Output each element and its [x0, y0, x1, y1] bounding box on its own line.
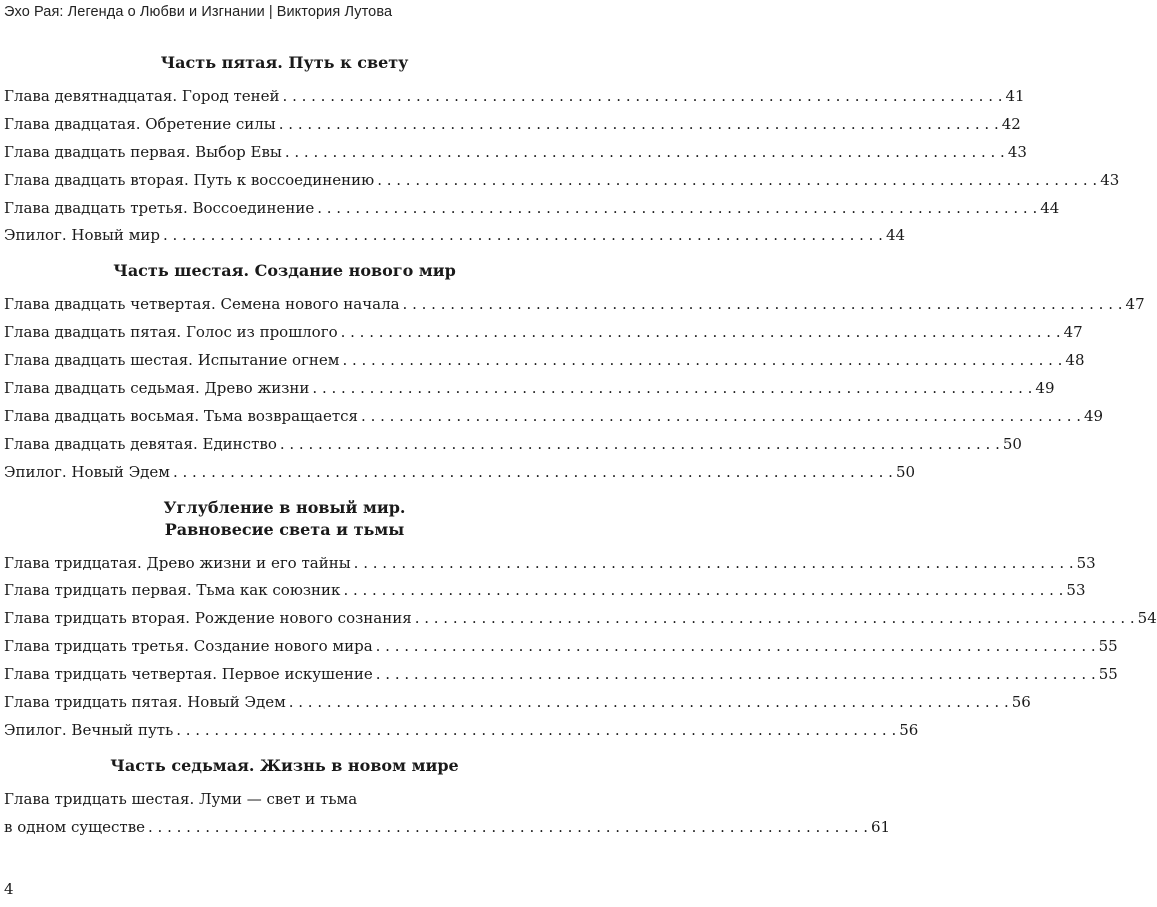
toc-entry[interactable]: [4, 111, 1021, 139]
toc-section: [4, 260, 1145, 486]
dot-leader: [279, 111, 999, 139]
entry-page: 43: [1007, 142, 1027, 161]
toc-section: [4, 497, 1157, 745]
dot-leader: [280, 431, 1000, 459]
entry-page: 50: [1002, 434, 1022, 453]
running-head: [4, 4, 392, 20]
toc-entry[interactable]: [4, 139, 1027, 167]
entry-title-line: в одном существе: [4, 817, 146, 836]
entry-page: 56: [1011, 693, 1031, 712]
dot-leader: [376, 633, 1096, 661]
entry-title: Глава двадцать третья. Воссоединение: [4, 198, 315, 217]
entry-page: 43: [1100, 170, 1120, 189]
toc-entry[interactable]: [4, 577, 1086, 605]
dot-leader: [361, 403, 1081, 431]
entry-title: Глава двадцать седьмая. Древо жизни: [4, 379, 310, 398]
section-title-line: Углубление в новый мир.: [163, 497, 406, 517]
toc-entry[interactable]: [4, 319, 1083, 347]
entry-page: 42: [1001, 114, 1021, 133]
section-title-line: Равновесие света и тьмы: [164, 519, 405, 539]
entry-page: 54: [1137, 609, 1157, 628]
toc-section: [4, 52, 1120, 250]
header-separator: |: [268, 4, 273, 20]
entry-title: Глава двадцать четвертая. Семена нового начала: [4, 295, 400, 314]
dot-leader: [283, 83, 1003, 111]
entry-page: 53: [1066, 581, 1086, 600]
entry-title: Эпилог. Вечный путь: [4, 720, 174, 739]
dot-leader: [403, 291, 1123, 319]
section-title: [4, 497, 565, 541]
toc-entry[interactable]: [4, 661, 1118, 689]
entry-last-line: [4, 814, 891, 842]
entry-page: 50: [895, 462, 916, 481]
entry-title: Глава двадцать пятая. Голос из прошлого: [4, 323, 338, 342]
dot-leader: [176, 717, 896, 745]
entry-title: Глава тридцать третья. Создание нового мира: [4, 637, 373, 656]
entry-page: 53: [1076, 553, 1096, 572]
entry-title: Глава двадцать девятая. Единство: [4, 434, 277, 453]
entry-page: 49: [1084, 406, 1104, 425]
entry-page: 55: [1098, 637, 1118, 656]
toc-entry[interactable]: [4, 195, 1060, 223]
dot-leader: [163, 222, 883, 250]
entry-title: Глава тридцать первая. Тьма как союзник: [4, 581, 341, 600]
toc-section: [4, 755, 891, 842]
entry-title: Эпилог. Новый мир: [4, 226, 160, 245]
dot-leader: [376, 661, 1096, 689]
dot-leader: [354, 550, 1074, 578]
section-title-line: Часть седьмая. Жизнь в новом мире: [110, 755, 459, 775]
entry-page: 61: [871, 817, 891, 836]
toc-entry[interactable]: [4, 786, 891, 842]
toc-entry[interactable]: [4, 222, 906, 250]
entry-title: Глава девятнадцатая. Город теней: [4, 87, 280, 105]
toc-entry[interactable]: [4, 291, 1145, 319]
dot-leader: [343, 577, 1063, 605]
toc-entry[interactable]: [4, 347, 1085, 375]
dot-leader: [173, 459, 893, 487]
dot-leader: [342, 347, 1062, 375]
dot-leader: [148, 814, 868, 842]
toc-entry[interactable]: [4, 83, 1025, 111]
entry-page: 44: [1040, 198, 1060, 217]
entry-title: Глава тридцать четвертая. Первое искушение: [4, 665, 373, 684]
entry-title: Эпилог. Новый Эдем: [4, 462, 170, 481]
book-title: Эхо Рая: Легенда о Любви и Изгнании: [4, 4, 265, 20]
toc-entry[interactable]: [4, 550, 1096, 578]
author-name: Виктория Лутова: [276, 4, 393, 20]
entry-title: Глава двадцать вторая. Путь к воссоединению: [4, 170, 375, 189]
toc-entry[interactable]: [4, 167, 1120, 195]
toc-entry[interactable]: [4, 633, 1118, 661]
section-title: [4, 52, 565, 74]
entry-title: Глава тридцатая. Древо жизни и его тайны: [4, 553, 351, 572]
section-title: [4, 755, 565, 777]
section-title: [4, 260, 565, 282]
dot-leader: [312, 375, 1032, 403]
section-title-line: Часть пятая. Путь к свету: [160, 53, 409, 72]
entry-title-line: Глава тридцать шестая. Луми — свет и тьма: [4, 789, 358, 808]
entry-page: 56: [899, 720, 919, 739]
entry-title: Глава двадцать первая. Выбор Евы: [4, 142, 282, 161]
dot-leader: [377, 167, 1097, 195]
toc-entry[interactable]: [4, 689, 1031, 717]
page-number: 4: [4, 880, 14, 898]
dot-leader: [341, 319, 1061, 347]
entry-page: 55: [1098, 665, 1118, 684]
dot-leader: [415, 605, 1135, 633]
entry-title: Глава двадцать шестая. Испытание огнем: [4, 351, 340, 370]
dot-leader: [285, 139, 1005, 167]
dot-leader: [317, 195, 1037, 223]
entry-title: Глава тридцать пятая. Новый Эдем: [4, 693, 286, 712]
entry-title: Глава двадцать восьмая. Тьма возвращается: [4, 406, 359, 425]
entry-page: 47: [1125, 295, 1145, 314]
toc-entry[interactable]: [4, 717, 919, 745]
entry-page: 41: [1005, 87, 1025, 105]
toc-entry[interactable]: [4, 375, 1055, 403]
dot-leader: [289, 689, 1009, 717]
entry-title: Глава двадцатая. Обретение силы: [4, 114, 276, 133]
table-of-contents: [4, 50, 1157, 852]
entry-title: Глава тридцать вторая. Рождение нового сознания: [4, 609, 412, 628]
section-title-line: Часть шестая. Создание нового мир: [113, 261, 456, 281]
toc-entry[interactable]: [4, 459, 916, 487]
entry-page: 48: [1065, 351, 1085, 370]
toc-entry[interactable]: [4, 431, 1022, 459]
toc-entry[interactable]: [4, 403, 1104, 431]
entry-page: 44: [885, 226, 906, 245]
toc-entry[interactable]: [4, 605, 1157, 633]
entry-page: 49: [1035, 379, 1055, 398]
entry-page: 47: [1063, 323, 1083, 342]
